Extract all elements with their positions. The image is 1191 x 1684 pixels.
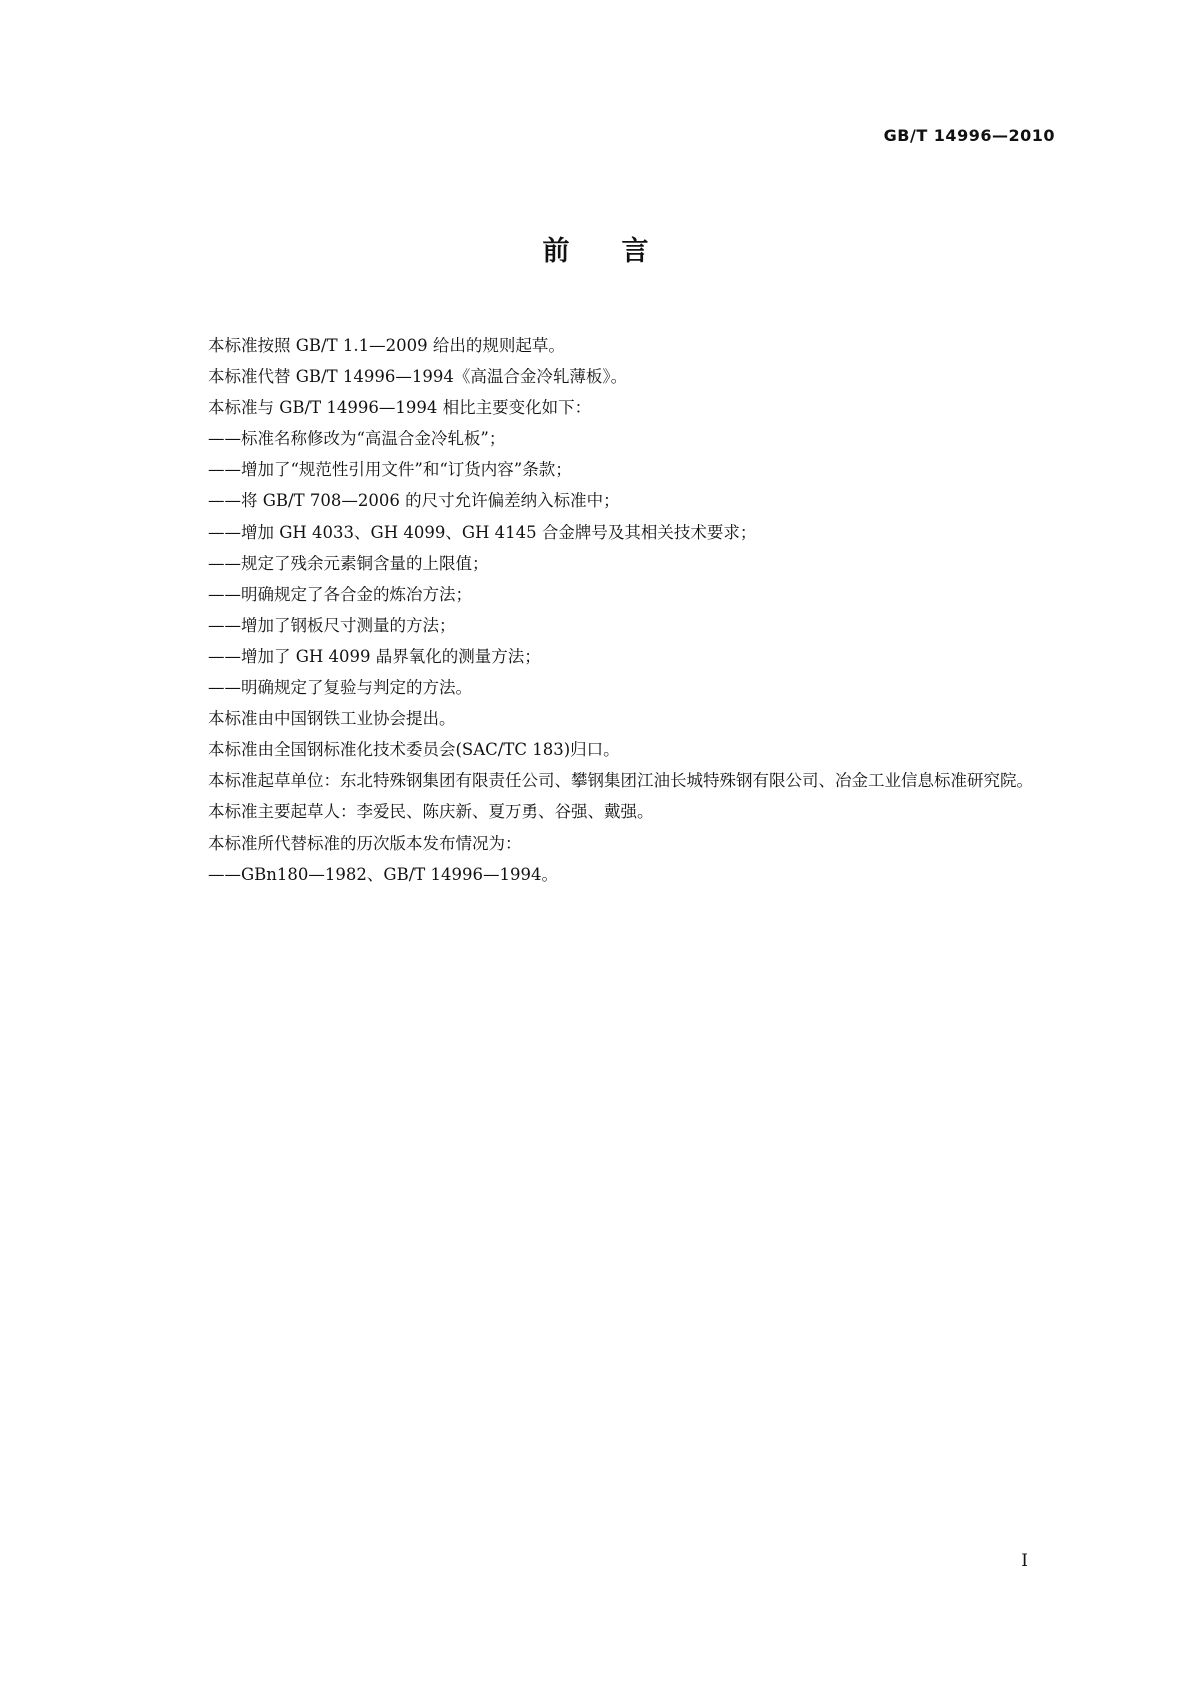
list-item: ——增加了“规范性引用文件”和“订货内容”条款； (208, 460, 572, 480)
list-item: ——增加 GH 4033、GH 4099、GH 4145 合金牌号及其相关技术要求； (208, 522, 757, 542)
paragraph-history-intro: 本标准所代替标准的历次版本发布情况为： (208, 833, 522, 853)
page-title: 前言 (542, 236, 701, 267)
paragraph-proposed-by: 本标准由中国钢铁工业协会提出。 (208, 709, 456, 729)
list-item: ——增加了钢板尺寸测量的方法； (208, 615, 456, 635)
history-item: ——GBn180—1982、GB/T 14996—1994。 (208, 864, 559, 884)
list-item: ——标准名称修改为“高温合金冷轧板”； (208, 429, 506, 449)
paragraph-drafting-units: 本标准起草单位：东北特殊钢集团有限责任公司、攀钢集团江油长城特殊钢有限公司、冶金工业信息标准研究院。 (208, 771, 1033, 791)
paragraph-replaces: 本标准代替 GB/T 14996—1994《高温合金冷轧薄板》。 (208, 367, 628, 387)
standard-code: GB/T 14996—2010 (883, 126, 1055, 145)
paragraph-drafters: 本标准主要起草人：李爱民、陈庆新、夏万勇、谷强、戴强。 (208, 802, 654, 822)
paragraph-drafting-rules: 本标准按照 GB/T 1.1—2009 给出的规则起草。 (208, 336, 565, 355)
list-item: ——增加了 GH 4099 晶界氧化的测量方法； (208, 646, 541, 666)
page-number: I (1021, 1551, 1028, 1571)
list-item: ——明确规定了各合金的炼冶方法； (208, 584, 472, 604)
list-item: ——规定了残余元素铜含量的上限值； (208, 553, 489, 573)
paragraph-changes-intro: 本标准与 GB/T 14996—1994 相比主要变化如下： (208, 398, 592, 418)
list-item: ——将 GB/T 708—2006 的尺寸允许偏差纳入标准中； (208, 491, 620, 511)
paragraph-centralized-by: 本标准由全国钢标准化技术委员会(SAC/TC 183)归口。 (208, 740, 620, 760)
changes-list (175, 423, 1063, 703)
list-item: ——明确规定了复验与判定的方法。 (208, 678, 472, 698)
foreword-body (175, 330, 1063, 890)
